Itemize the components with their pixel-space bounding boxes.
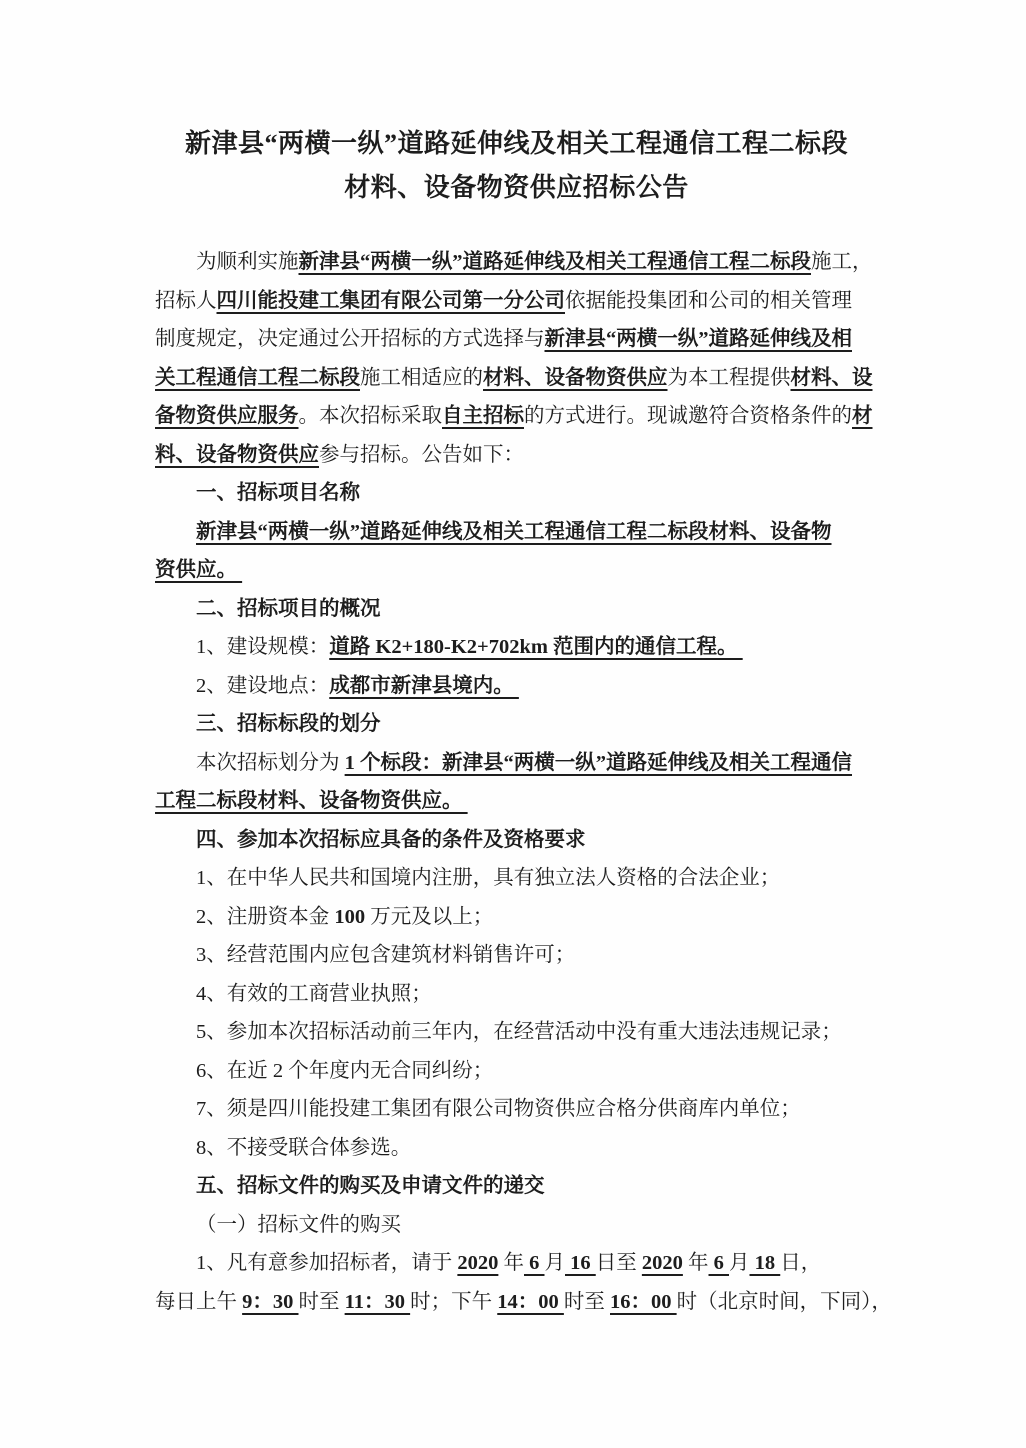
- emphasized-text: 四川能投建工集团有限公司第一分公司: [216, 289, 565, 312]
- emphasized-text: 道路 K2+180-K2+702km 范围内的通信工程。: [329, 636, 743, 658]
- text-segment: 8、不接受联合体参选。: [196, 1136, 412, 1159]
- emphasized-text: 2020: [457, 1252, 499, 1274]
- text-line: [155, 1244, 878, 1283]
- text-segment: 参与招标。公告如下：: [319, 443, 524, 466]
- text-line: [155, 1129, 878, 1168]
- text-line: [155, 744, 878, 783]
- emphasized-text: 16: [565, 1252, 596, 1274]
- text-line: [155, 628, 878, 667]
- text-line: [155, 859, 878, 898]
- text-segment: 日至: [595, 1252, 642, 1274]
- text-segment: 。本次招标采取: [298, 405, 442, 427]
- text-segment: 施工，: [811, 251, 873, 273]
- document-body: [155, 243, 892, 1321]
- text-line: [155, 436, 878, 475]
- text-segment: 日，: [780, 1252, 822, 1274]
- emphasized-text: 2020: [641, 1252, 683, 1274]
- emphasized-text: 材: [852, 405, 873, 427]
- text-segment: 月: [544, 1252, 565, 1274]
- text-segment: 6、在近 2 个年度内无合同纠纷；: [196, 1059, 494, 1082]
- text-segment: 2、建设地点：: [196, 674, 330, 697]
- text-line: [155, 1090, 878, 1129]
- text-line: [155, 320, 878, 359]
- text-segment: 三、招标标段的划分: [196, 713, 381, 735]
- text-segment: 制度规定，决定通过公开招标的方式选择与: [155, 328, 545, 350]
- emphasized-text: 材料、设: [790, 366, 873, 389]
- text-segment: 月: [729, 1252, 750, 1274]
- text-segment: 二、招标项目的概况: [196, 597, 381, 620]
- text-line: [155, 782, 878, 821]
- text-segment: 依据能投集团和公司的相关管理: [565, 289, 852, 312]
- text-line: [155, 243, 878, 282]
- section-heading: [155, 590, 878, 629]
- text-line: [155, 898, 878, 937]
- text-segment: 4、有效的工商营业执照；: [196, 982, 432, 1005]
- text-segment: 为本工程提供: [667, 366, 791, 389]
- text-line: [155, 282, 878, 321]
- emphasized-text: 资供应。: [155, 559, 243, 581]
- emphasized-text: 材料、设备物资供应: [483, 366, 668, 389]
- emphasized-text: 自主招标: [442, 405, 524, 427]
- text-segment: 1、建设规模：: [196, 636, 330, 658]
- emphasized-text: 9：30: [242, 1290, 299, 1313]
- text-segment: 100: [334, 905, 366, 928]
- text-line: [155, 397, 878, 436]
- emphasized-text: 成都市新津县境内。: [329, 674, 519, 697]
- text-line: [155, 359, 878, 398]
- emphasized-text: 11：30: [344, 1290, 411, 1313]
- text-segment: 每日上午: [155, 1290, 243, 1313]
- text-segment: 万元及以上；: [365, 905, 494, 928]
- text-segment: 7、须是四川能投建工集团有限公司物资供应合格分供商库内单位；: [196, 1098, 801, 1120]
- emphasized-text: 关工程通信工程二标段: [155, 366, 360, 389]
- text-line: [155, 975, 878, 1014]
- text-segment: 施工相适应的: [360, 366, 483, 389]
- section-heading: [155, 1167, 878, 1206]
- section-heading: [155, 821, 878, 860]
- text-line: [155, 1283, 892, 1322]
- text-segment: 四、参加本次招标应具备的条件及资格要求: [196, 828, 586, 851]
- text-line: [155, 513, 878, 552]
- emphasized-text: 16：00: [610, 1290, 677, 1313]
- text-segment: 时；下午: [410, 1290, 498, 1313]
- emphasized-text: 新津县“两横一纵”道路延伸线及相: [544, 328, 852, 350]
- emphasized-text: 6: [708, 1252, 729, 1274]
- text-segment: 时至: [298, 1290, 345, 1313]
- emphasized-text: 新津县“两横一纵”道路延伸线及相关工程通信工程二标段: [298, 251, 811, 273]
- text-segment: 招标人: [155, 289, 217, 312]
- text-segment: （一）招标文件的购买: [196, 1213, 401, 1236]
- emphasized-text: 6: [524, 1252, 545, 1274]
- document-title-line-2: 材料、设备物资供应招标公告: [344, 173, 689, 202]
- text-line: [155, 1052, 878, 1091]
- text-segment: 5、参加本次招标活动前三年内，在经营活动中没有重大违法违规记录；: [196, 1021, 842, 1043]
- document-title-line-1: 新津县“两横一纵”道路延伸线及相关工程通信工程二标段: [184, 129, 848, 158]
- text-segment: 时（北京时间，下同），: [676, 1290, 892, 1313]
- emphasized-text: 料、设备物资供应: [155, 443, 319, 466]
- emphasized-text: 备物资供应服务: [155, 405, 299, 427]
- text-segment: 年: [682, 1252, 709, 1274]
- text-line: [155, 1013, 878, 1052]
- emphasized-text: 工程二标段材料、设备物资供应。: [155, 790, 468, 812]
- text-line: [155, 667, 878, 706]
- emphasized-text: 18: [749, 1252, 781, 1274]
- section-heading: [155, 705, 878, 744]
- text-segment: 年: [498, 1252, 524, 1274]
- text-segment: 1、凡有意参加招标者，请于: [196, 1252, 458, 1274]
- text-segment: 的方式进行。现诚邀符合资格条件的: [524, 405, 852, 427]
- text-segment: 为顺利实施: [196, 251, 299, 273]
- text-segment: 五、招标文件的购买及申请文件的递交: [196, 1175, 545, 1197]
- text-line: [155, 936, 878, 975]
- section-heading: [155, 474, 878, 513]
- text-line: [155, 1206, 878, 1245]
- text-segment: 3、经营范围内应包含建筑材料销售许可；: [196, 944, 576, 966]
- text-segment: 本次招标划分为: [196, 751, 345, 774]
- text-line: [155, 551, 878, 590]
- emphasized-text: 14：00: [497, 1290, 564, 1313]
- text-segment: 1、在中华人民共和国境内注册，具有独立法人资格的合法企业；: [196, 867, 781, 889]
- emphasized-text: 1 个标段：新津县“两横一纵”道路延伸线及相关工程通信: [344, 751, 852, 774]
- text-segment: 一、招标项目名称: [196, 482, 360, 504]
- text-segment: 2、注册资本金: [196, 905, 335, 928]
- text-segment: 时至: [563, 1290, 610, 1313]
- emphasized-text: 新津县“两横一纵”道路延伸线及相关工程通信工程二标段材料、设备物: [196, 520, 832, 543]
